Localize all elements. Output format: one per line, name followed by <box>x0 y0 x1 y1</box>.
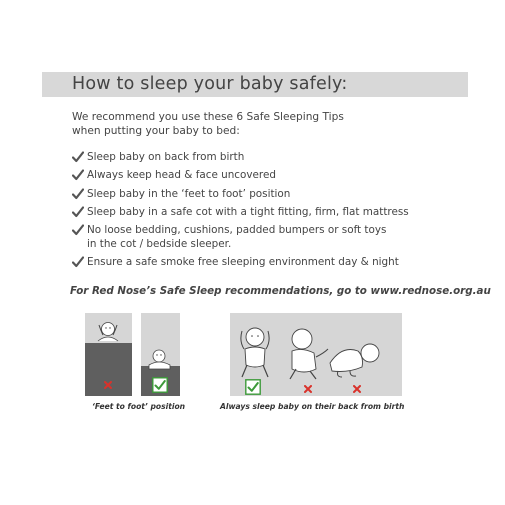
tip-item <box>72 205 472 219</box>
checkmark-icon <box>72 169 84 181</box>
tip-text: Ensure a safe smoke free sleeping environment day & night <box>87 256 399 269</box>
cot-incorrect-panel <box>85 313 132 396</box>
cot-correct-panel <box>137 313 184 396</box>
intro-line-2: when putting your baby to bed: <box>72 125 240 137</box>
source-note: For Red Nose’s Safe Sleep recommendations, go to www.rednose.org.au <box>70 285 491 297</box>
safe-sleep-tips-list <box>72 150 472 274</box>
tip-item <box>72 187 472 201</box>
checkmark-icon <box>72 151 84 163</box>
sleep-positions-panel <box>230 313 402 396</box>
tip-item <box>72 168 472 182</box>
feet-to-foot-caption: ‘Feet to foot’ position <box>92 402 186 411</box>
red-cross-icon <box>353 385 361 393</box>
tip-text: No loose bedding, cushions, padded bumpers or soft toys <box>87 224 387 237</box>
page-title: How to sleep your baby safely: <box>72 74 348 94</box>
tip-item <box>72 223 472 251</box>
intro-line-1: We recommend you use these 6 Safe Sleeping Tips <box>72 111 344 123</box>
checkmark-icon <box>72 206 84 218</box>
tip-text: Always keep head & face uncovered <box>87 169 276 182</box>
tip-text: Sleep baby in the ‘feet to foot’ position <box>87 187 291 200</box>
checkmark-icon <box>72 256 84 268</box>
checkmark-icon <box>72 188 84 200</box>
tip-text: Sleep baby in a safe cot with a tight fitting, firm, flat mattress <box>87 205 409 218</box>
green-check-box-icon <box>152 377 168 393</box>
tip-item <box>72 255 472 269</box>
intro-text <box>72 110 452 138</box>
title-banner <box>42 72 468 97</box>
tip-item <box>72 150 472 164</box>
baby-on-tummy-illustration <box>330 344 379 377</box>
baby-on-back-illustration <box>241 328 269 377</box>
green-check-box-icon <box>245 379 261 395</box>
red-cross-icon <box>304 385 312 393</box>
checkmark-icon <box>72 224 84 236</box>
baby-on-side-illustration <box>290 329 328 379</box>
red-cross-icon <box>104 381 112 389</box>
tip-text: Sleep baby on back from birth <box>87 151 245 163</box>
back-sleep-caption: Always sleep baby on their back from birth <box>220 402 405 411</box>
tip-continuation: in the cot / bedside sleeper. <box>87 238 232 251</box>
